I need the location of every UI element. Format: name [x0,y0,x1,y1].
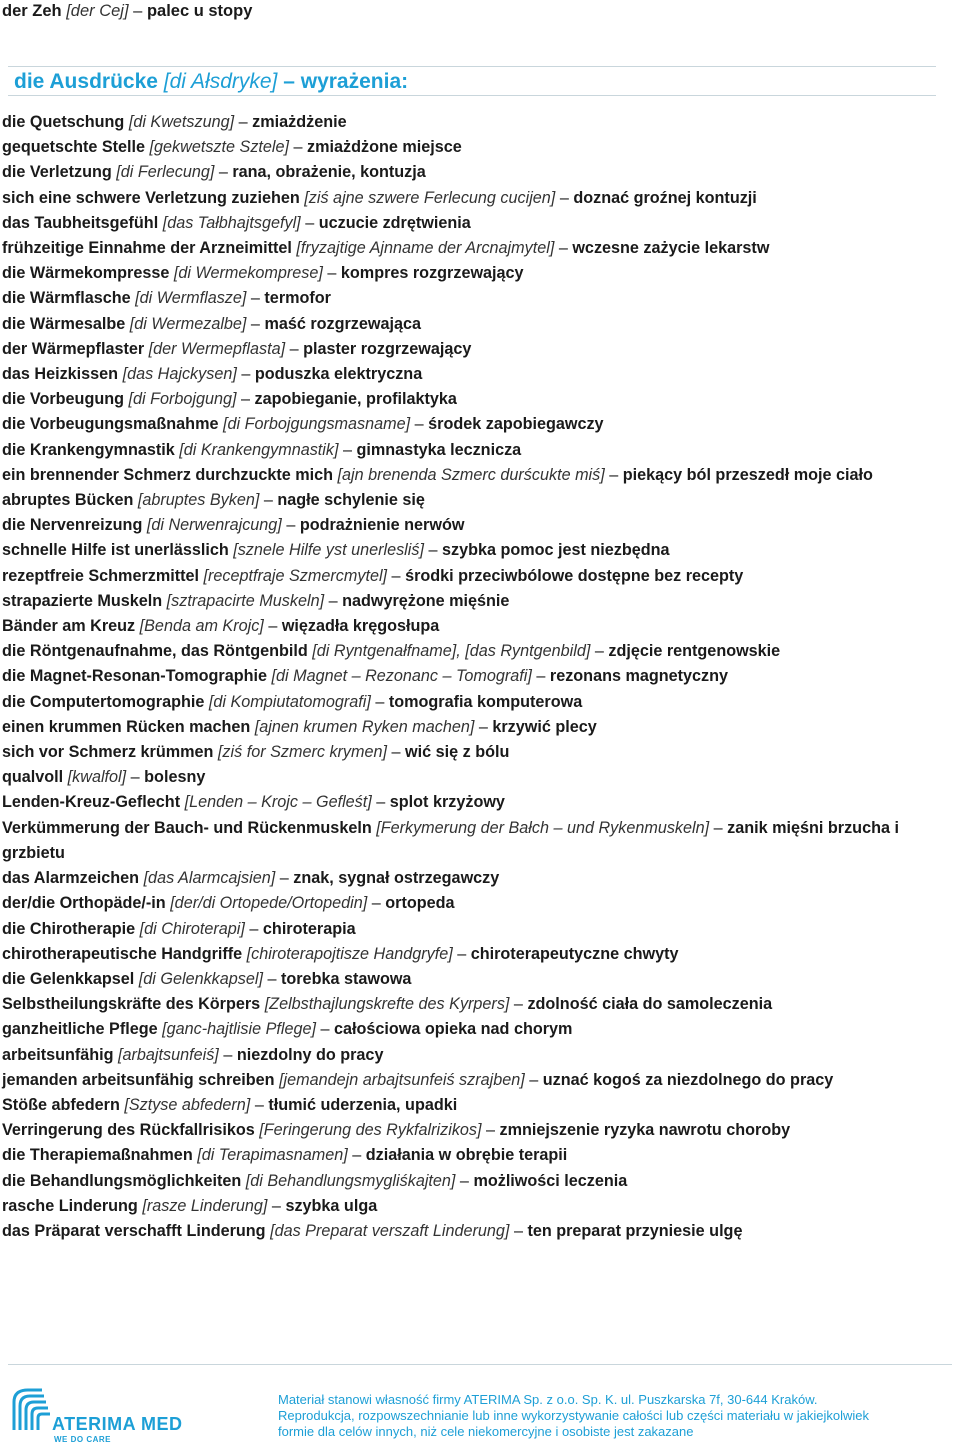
entry-dash: – [536,667,546,686]
entry-pronunciation: [Sztyse abfedern] [124,1095,251,1114]
entry-term: die Wärmflasche [2,289,131,308]
entry-pronunciation: [di Forbojgung] [128,390,237,409]
entry-translation: środki przeciwbólowe dostępne bez recepty [405,566,744,585]
entry-term: schnelle Hilfe ist unerlässlich [2,541,229,560]
entry-translation: torebka stawowa [280,969,412,988]
entry-dash: – [305,213,315,232]
entry-dash: – [268,617,278,636]
entry-translation: znak, sygnał ostrzegawczy [293,869,500,888]
section-term: die Ausdrücke [14,70,158,93]
entry-translation: niezdolny do pracy [236,1045,384,1064]
footer-line: formie dla celów innych, niż cele niekomercyjne i osobiste jest zakazane [278,1424,694,1439]
entry-translation: tomografia komputerowa [388,692,583,711]
vocab-entry [2,160,942,185]
vocab-entry [2,1143,942,1168]
entry-term: rezeptfreie Schmerzmittel [2,566,200,585]
vocab-entry [2,1043,942,1068]
entry-term: einen krummen Rücken machen [2,717,251,736]
entry-term: Bänder am Kreuz [2,617,136,636]
entry-pronunciation: [rasze Linderung] [142,1196,268,1215]
entry-translation: uznać kogoś za niezdolnego do pracy [542,1070,834,1089]
vocab-entry [2,438,942,463]
entry-term: qualvoll [2,768,64,787]
footer-notice [278,1392,948,1440]
entry-pronunciation: [di Terapimasnamen] [197,1146,348,1165]
vocab-entry [2,186,942,211]
entry-pronunciation: [ajnen krumen Ryken machen] [254,717,475,736]
entry-dash: – [391,566,401,585]
entry-pronunciation: [das Tałbhajtsgefyl] [162,213,301,232]
entry-pronunciation: [ziś ajne szwere Ferlecung cucijen] [304,188,556,207]
entry-term: frühzeitige Einnahme der Arzneimittel [2,239,292,258]
logo-tagline: WE DO CARE [54,1435,111,1444]
entry-dash: – [428,541,438,560]
vocab-entry [2,564,942,589]
entry-translation: nagłe schylenie się [277,491,425,510]
entry-dash: – [352,1146,362,1165]
entry-pronunciation: [di Forbojgungsmasname] [222,415,411,434]
entry-translation: zanik mięśni brzucha i grzbietu [2,818,899,862]
entry-term: sich eine schwere Verletzung zuziehen [2,188,300,207]
entry-dash: – [376,793,386,812]
entry-pronunciation: [gekwetszte Sztele] [149,138,290,157]
entry-term: chirotherapeutische Handgriffe [2,944,243,963]
entry-translation: więzadła kręgosłupa [281,617,440,636]
entry-translation: tłumić uderzenia, upadki [268,1095,458,1114]
entry-term: arbeitsunfähig [2,1045,114,1064]
vocab-entry [2,387,942,412]
entry-dash: – [267,969,277,988]
entry-translation: zdolność ciała do samoleczenia [527,995,773,1014]
entry-translation: wić się z bólu [405,743,510,762]
vocab-entry [2,236,942,261]
entry-term: die Chirotherapie [2,919,136,938]
vocab-entry [2,1017,942,1042]
entry-pronunciation: [der/di Ortopede/Ortopedin] [170,894,368,913]
entry-dash: – [391,743,401,762]
entry-dash: – [223,1045,233,1064]
vocab-entry [2,740,942,765]
entry-dash: – [327,264,337,283]
section-rule-bottom [8,95,936,96]
entry-term: das Heizkissen [2,365,119,384]
entry-translation: chiroterapia [262,919,356,938]
entry-dash: – [263,491,273,510]
entry-dash: – [293,138,303,157]
entry-pronunciation: [Zelbsthajlungskrefte des Kyrpers] [264,995,510,1014]
vocab-entry [2,286,942,311]
vocab-entry [2,362,942,387]
entry-translation: ten preparat przyniesie ulgę [527,1221,743,1240]
entry-term: die Krankengymnastik [2,440,175,459]
entry-translation: zmiażdżenie [252,113,347,131]
entry-dash: – [558,239,568,258]
entry-translation: piekący ból przeszedł moje ciało [622,465,873,484]
vocab-entry [2,664,942,689]
entry-translation: plaster rozgrzewający [303,339,472,358]
entry-dash: – [250,289,260,308]
vocab-entry [2,816,942,866]
entry-pronunciation: [di Wermekomprese] [173,264,323,283]
section-title: die Ausdrücke [di Ałsdryke] – wyrażenia: [14,70,409,93]
entry-dash: – [713,818,723,837]
entry-term: Stöße abfedern [2,1095,120,1114]
entry-pronunciation: [di Kompiutatomografi] [208,692,371,711]
vocab-entry [2,261,942,286]
vocab-entry [2,639,942,664]
entry-dash: – [250,314,260,333]
top-entry: der Zeh [der Cej] – palec u stopy [2,2,253,20]
entry-dash: – [249,919,259,938]
entry-translation: maść rozgrzewająca [264,314,422,333]
entry-translation: podrażnienie nerwów [299,516,465,535]
entry-pronunciation: [kwalfol] [67,768,127,787]
vocab-entry [2,765,942,790]
vocab-entry [2,614,942,639]
entry-pronunciation: [jemandejn arbajtsunfeiś szrajben] [279,1070,525,1089]
vocab-entry [2,488,942,513]
footer-line: Reprodukcja, rozpowszechnianie lub inne wykorzystywanie całości lub części materiału w jakiejkolwiek [278,1408,870,1423]
entry-pronunciation: [Lenden – Krojc – Gefleśt] [184,793,372,812]
entry-pronunciation: [abruptes Byken] [137,491,260,510]
entry-term: Selbstheilungskräfte des Körpers [2,995,261,1014]
entry-pronunciation: [das Alarmcajsien] [143,869,276,888]
entry-term: die Vorbeugung [2,390,124,409]
entry-dash: – [241,390,251,409]
entry-term: die Magnet-Resonan-Tomographie [2,667,268,686]
vocab-entry [2,337,942,362]
vocab-entry [2,866,942,891]
vocab-entry [2,1068,942,1093]
entry-translation: ortopeda [385,894,455,913]
entry-dash: – [513,995,523,1014]
entry-translation: kompres rozgrzewający [340,264,524,283]
entry-term: die Quetschung [2,113,125,131]
vocab-entry [2,917,942,942]
entry-dash: – [254,1095,264,1114]
entry-term: der Wärmepflaster [2,339,145,358]
entry-term: das Präparat verschafft Linderung [2,1221,266,1240]
vocab-entry [2,715,942,740]
entry-pronunciation: [receptfraje Szmercmytel] [203,566,388,585]
entry-translation: całościowa opieka nad chorym [334,1020,573,1039]
aterima-logo-icon [8,1386,52,1436]
entry-dash: – [478,717,488,736]
entry-term: jemanden arbeitsunfähig schreiben [2,1070,275,1089]
entry-pronunciation: [di Chiroterapi] [139,919,245,938]
top-entry-translation: palec u stopy [146,2,253,20]
vocab-entry [2,1219,942,1244]
entry-dash: – [371,894,381,913]
vocab-entry [2,1169,942,1194]
entry-term: Lenden-Kreuz-Geflecht [2,793,181,812]
entry-term: die Nervenreizung [2,516,143,535]
entry-term: die Behandlungsmöglichkeiten [2,1171,242,1190]
entry-translation: krzywić plecy [492,717,597,736]
entry-pronunciation: [der Wermepflasta] [148,339,286,358]
entry-term: gequetschte Stelle [2,138,146,157]
entry-translation: termofor [264,289,331,308]
vocab-entry [2,135,942,160]
entry-dash: – [238,113,248,131]
entry-translation: zmniejszenie ryzyka nawrotu choroby [499,1121,791,1140]
entry-pronunciation: [fryzajtige Ajnname der Arcnajmytel] [296,239,555,258]
entry-pronunciation: [Ferkymerung der Bałch – und Rykenmuskeln] [376,818,710,837]
entry-dash: – [241,365,251,384]
entry-pronunciation: [chiroterapojtisze Handgryfe] [246,944,453,963]
entry-pronunciation: [das Hajckysen] [122,365,237,384]
entry-term: die Gelenkkapsel [2,969,135,988]
entry-term: die Röntgenaufnahme, das Röntgenbild [2,642,308,661]
entry-pronunciation: [sztrapacirte Muskeln] [166,591,325,610]
entry-term: die Wärmesalbe [2,314,126,333]
logo-name: ATERIMA MED [52,1414,183,1434]
vocab-entry [2,538,942,563]
vocab-entry [2,967,942,992]
entry-pronunciation: [di Wermflasze] [135,289,247,308]
entry-pronunciation: [di Kwetszung] [128,113,235,131]
entry-translation: nadwyrężone mięśnie [342,591,510,610]
entry-pronunciation: [di Behandlungsmygliśkajten] [245,1171,456,1190]
entry-term: ganzheitliche Pflege [2,1020,158,1039]
entry-translation: zapobieganie, profilaktyka [254,390,457,409]
vocab-entry [2,463,942,488]
entry-translation: możliwości leczenia [473,1171,628,1190]
entry-term: die Therapiemaßnahmen [2,1146,193,1165]
entry-pronunciation: [di Wermezalbe] [129,314,247,333]
vocab-entry [2,110,942,135]
entry-term: rasche Linderung [2,1196,138,1215]
entry-pronunciation: [ziś for Szmerc krymen] [217,743,388,762]
entry-translation: bolesny [144,768,206,787]
vocab-entry [2,942,942,967]
section-translation: wyrażenia: [300,70,409,93]
entry-pronunciation: [das Preparat verszaft Linderung] [270,1221,510,1240]
entry-dash: – [343,440,353,459]
entry-dash: – [559,188,569,207]
entry-translation: szybka pomoc jest niezbędna [441,541,670,560]
entry-translation: wczesne zażycie lekarstw [572,239,770,258]
entry-translation: splot krzyżowy [389,793,505,812]
entry-translation: zmiażdżone miejsce [307,138,462,157]
top-entry-pron: [der Cej] [66,2,129,20]
footer-rule [8,1364,952,1365]
entry-translation: doznać groźnej kontuzji [573,188,757,207]
entry-pronunciation: [di Ryntgenałfname], [das Ryntgenbild] [312,642,591,661]
entry-dash: – [279,869,289,888]
entry-pronunciation: [di Gelenkkapsel] [138,969,263,988]
entry-term: Verkümmerung der Bauch- und Rückenmuskeln [2,818,372,837]
entry-term: ein brennender Schmerz durchzuckte mich [2,465,334,484]
entry-pronunciation: [di Magnet – Rezonanc – Tomografi] [271,667,532,686]
section-rule-top [8,66,936,67]
entry-term: der/die Orthopäde/-in [2,894,166,913]
entry-term: die Vorbeugungsmaßnahme [2,415,219,434]
entry-pronunciation: [arbajtsunfeiś] [118,1045,219,1064]
top-entry-term: der Zeh [2,2,62,20]
entry-translation: środek zapobiegawczy [428,415,604,434]
entry-dash: – [286,516,296,535]
entry-dash: – [513,1221,523,1240]
entry-dash: – [130,768,140,787]
entry-pronunciation: [ganc-hajtlisie Pflege] [162,1020,316,1039]
vocab-entry [2,412,942,437]
section-pron: [di Ałsdryke] [163,70,278,93]
vocab-entry [2,690,942,715]
entry-dash: – [486,1121,496,1140]
vocab-entry [2,790,942,815]
entry-term: das Taubheitsgefühl [2,213,159,232]
vocab-entry [2,312,942,337]
footer-line: Materiał stanowi własność firmy ATERIMA Sp. z o.o. Sp. K. ul. Puszkarska 7f, 30-644 Kraków. [278,1392,818,1407]
vocabulary-list [2,110,942,1244]
entry-translation: uczucie zdrętwienia [318,213,471,232]
entry-dash: – [218,163,228,182]
entry-translation: zdjęcie rentgenowskie [608,642,781,661]
entry-pronunciation: [Benda am Krojc] [139,617,264,636]
entry-dash: – [594,642,604,661]
entry-dash: – [609,465,619,484]
entry-term: Verringerung des Rückfallrisikos [2,1121,255,1140]
entry-translation: rezonans magnetyczny [549,667,729,686]
entry-dash: – [328,591,338,610]
entry-term: die Computertomographie [2,692,205,711]
entry-translation: rana, obrażenie, kontuzja [232,163,426,182]
entry-translation: działania w obrębie terapii [365,1146,568,1165]
entry-translation: poduszka elektryczna [254,365,423,384]
vocab-entry [2,992,942,1017]
entry-term: die Verletzung [2,163,112,182]
entry-dash: – [289,339,299,358]
entry-term: abruptes Bücken [2,491,134,510]
vocab-entry [2,1194,942,1219]
entry-dash: – [271,1196,281,1215]
entry-dash: – [320,1020,330,1039]
vocab-entry [2,589,942,614]
entry-pronunciation: [di Ferlecung] [116,163,215,182]
entry-term: die Wärmekompresse [2,264,170,283]
entry-dash: – [459,1171,469,1190]
entry-dash: – [414,415,424,434]
entry-translation: szybka ulga [285,1196,378,1215]
entry-dash: – [375,692,385,711]
entry-pronunciation: [sznele Hilfe yst unerlesliś] [233,541,424,560]
vocab-entry [2,891,942,916]
aterima-logo [8,1378,208,1446]
entry-pronunciation: [di Nerwenrajcung] [146,516,282,535]
vocab-entry [2,513,942,538]
entry-pronunciation: [ajn brenenda Szmerc durścukte miś] [337,465,605,484]
entry-dash: – [529,1070,539,1089]
vocab-entry [2,1093,942,1118]
entry-term: strapazierte Muskeln [2,591,163,610]
entry-dash: – [457,944,467,963]
entry-term: sich vor Schmerz krümmen [2,743,214,762]
vocab-entry [2,211,942,236]
entry-pronunciation: [Feringerung des Rykfalrizikos] [259,1121,482,1140]
entry-translation: gimnastyka lecznicza [356,440,522,459]
entry-pronunciation: [di Krankengymnastik] [179,440,339,459]
entry-translation: chiroterapeutyczne chwyty [470,944,679,963]
vocab-entry [2,1118,942,1143]
entry-term: das Alarmzeichen [2,869,140,888]
